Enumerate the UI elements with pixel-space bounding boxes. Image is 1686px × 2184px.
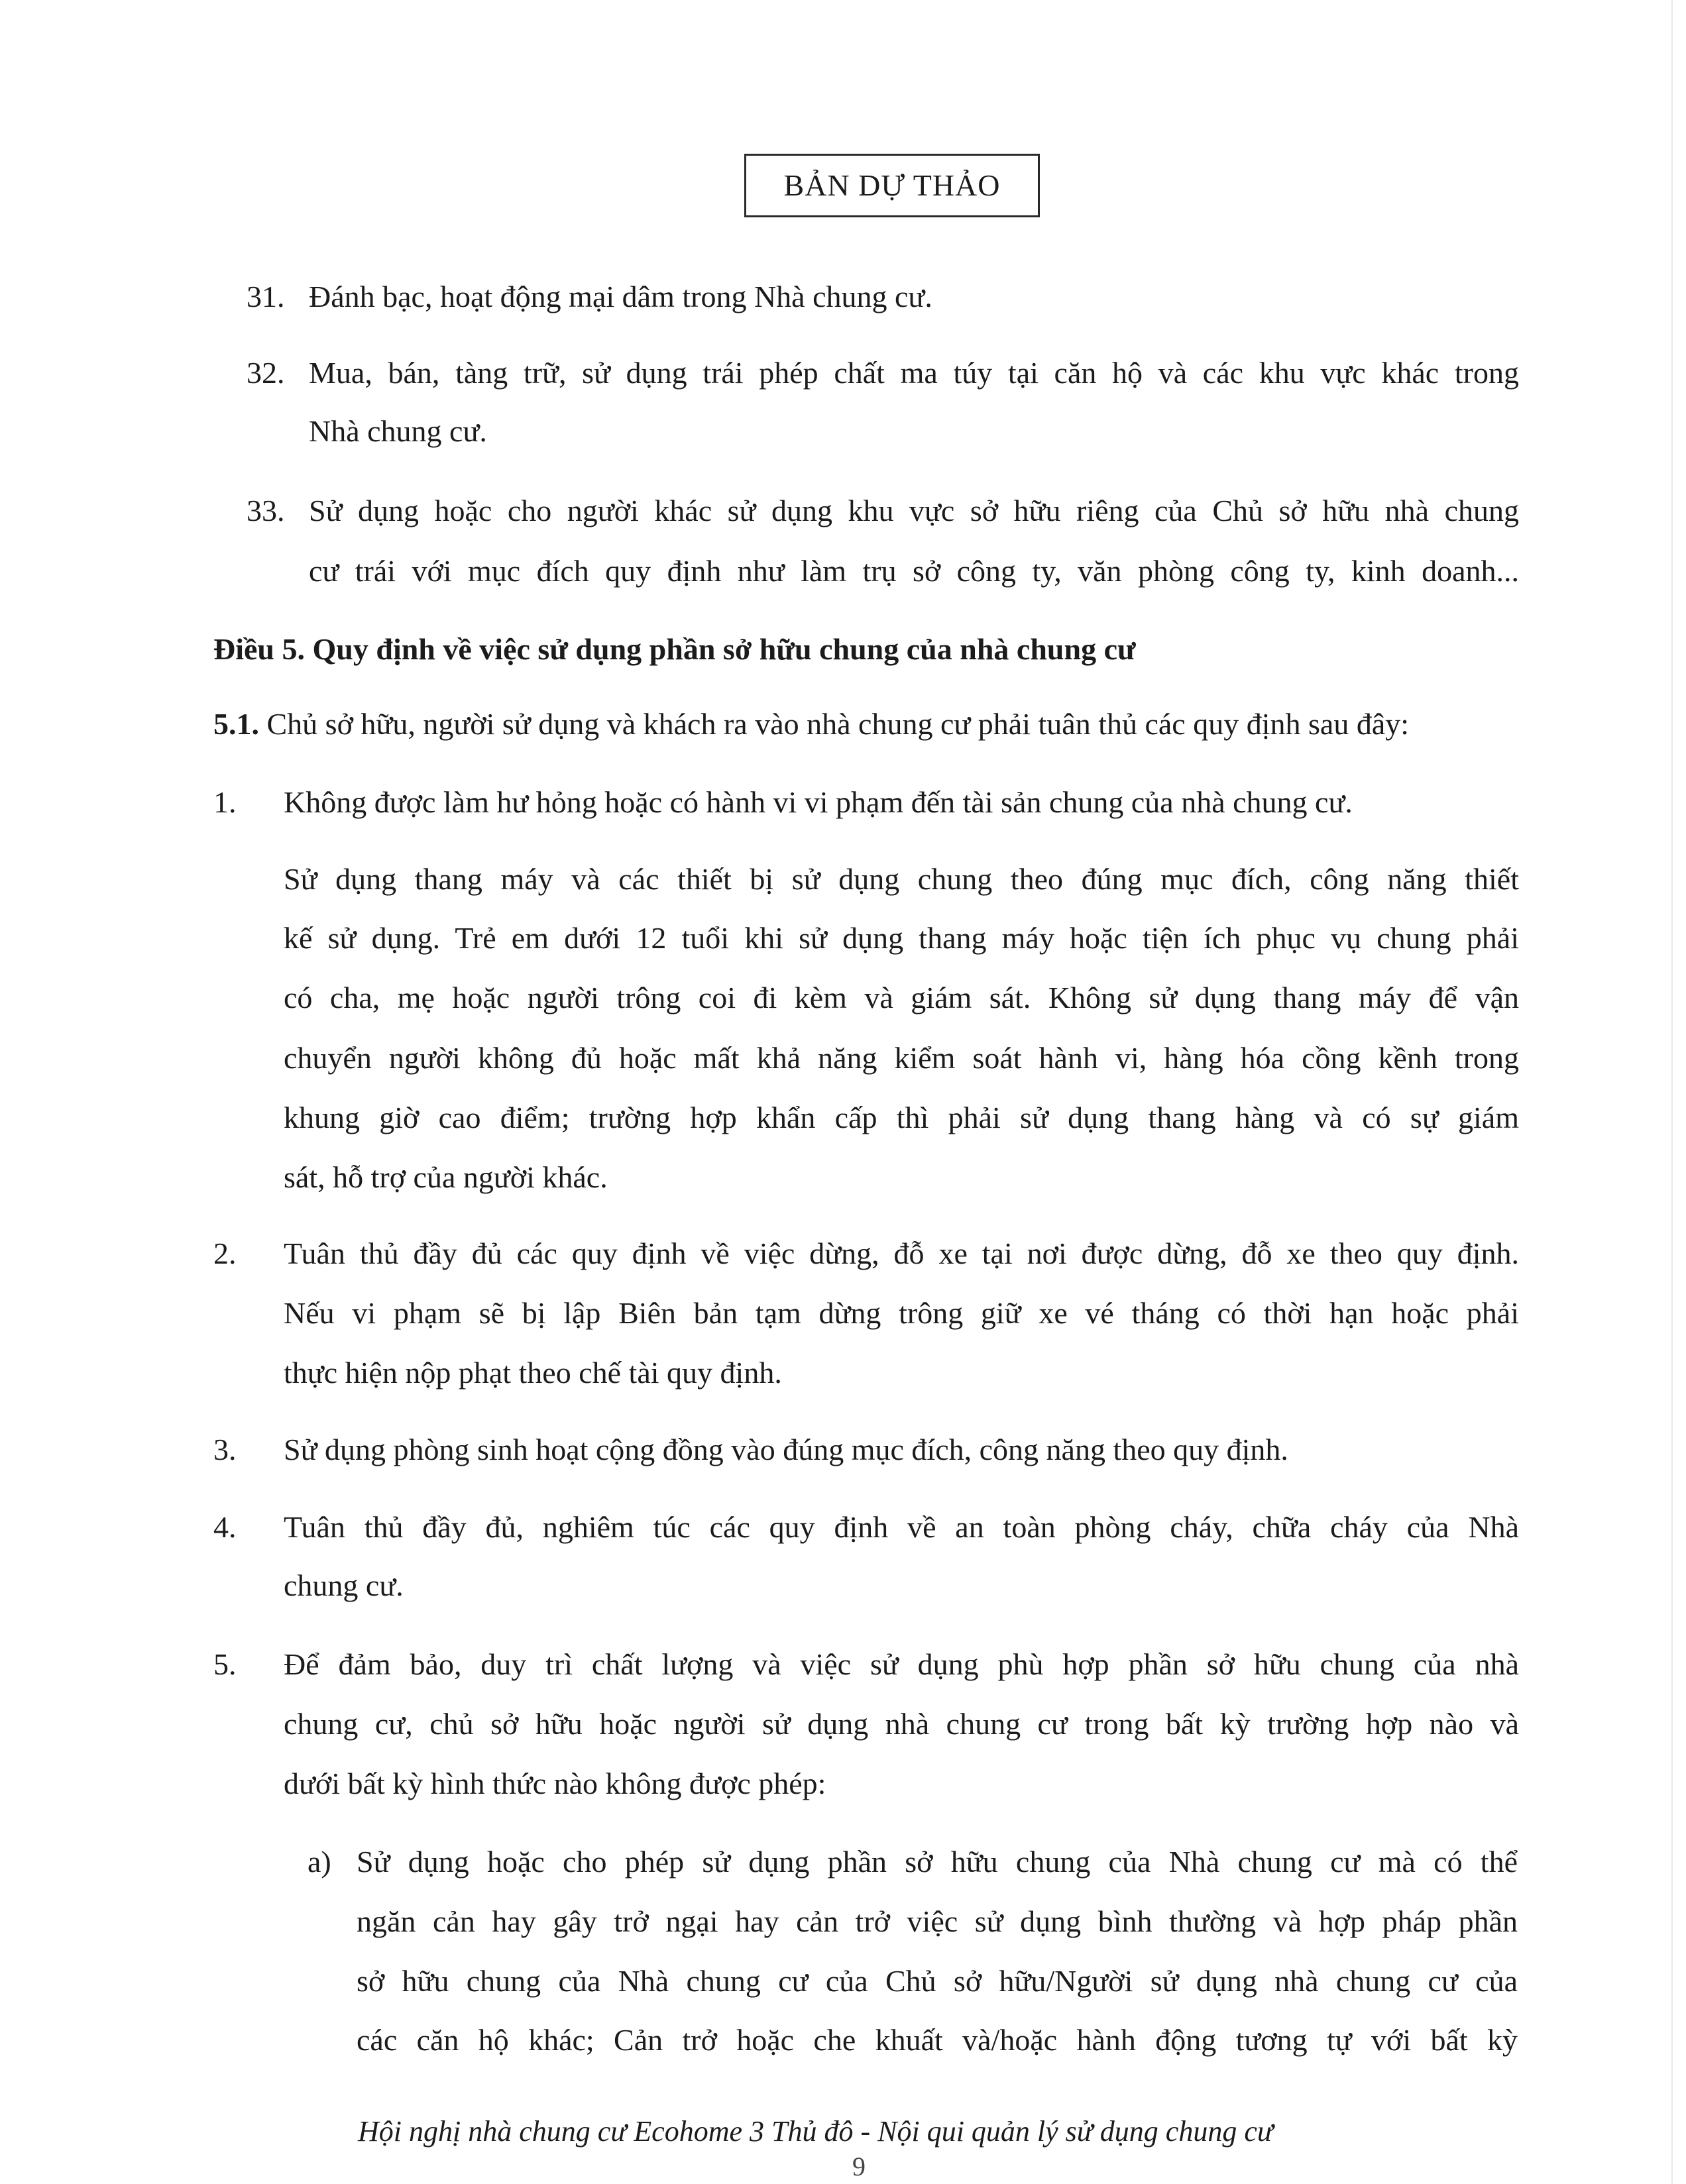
clause-line — [213, 709, 1409, 739]
item-number: 5. — [213, 1647, 237, 1681]
subitem-line: sở hữu chung của Nhà chung cư của Chủ sở hữu/Người sử dụng nhà chung cư của — [357, 1964, 1518, 1998]
item-number: 3. — [213, 1433, 237, 1466]
item-line: cư trái với mục đích quy định như làm trụ sở công ty, văn phòng công ty, kinh doanh... — [309, 554, 1519, 588]
item-line: Tuân thủ đầy đủ, nghiêm túc các quy định về an toàn phòng cháy, chữa cháy của Nhà — [284, 1510, 1519, 1544]
item-line: chung cư, chủ sở hữu hoặc người sử dụng nhà chung cư trong bất kỳ trường hợp nào và — [284, 1707, 1519, 1741]
item-number: 2. — [213, 1236, 237, 1270]
item-line: thực hiện nộp phạt theo chế tài quy định. — [284, 1356, 782, 1390]
item-line: Đánh bạc, hoạt động mại dâm trong Nhà chung cư. — [309, 280, 932, 313]
item-number: 1. — [213, 785, 237, 819]
clause-text: Chủ sở hữu, người sử dụng và khách ra vào nhà chung cư phải tuân thủ các quy định sau đây: — [266, 707, 1410, 741]
clause-number: 5.1. — [213, 707, 259, 741]
page-footer: Hội nghị nhà chung cư Ecohome 3 Thủ đô - Nội qui quản lý sử dụng chung cư — [358, 2115, 1273, 2148]
item-line: chuyển người không đủ hoặc mất khả năng kiểm soát hành vi, hàng hóa cồng kềnh trong — [284, 1041, 1519, 1075]
item-line: Sử dụng phòng sinh hoạt cộng đồng vào đúng mục đích, công năng theo quy định. — [284, 1433, 1288, 1466]
item-line: Sử dụng thang máy và các thiết bị sử dụng chung theo đúng mục đích, công năng thiết — [284, 862, 1519, 896]
item-number: 32. — [247, 356, 285, 390]
item-line: có cha, mẹ hoặc người trông coi đi kèm và giám sát. Không sử dụng thang máy để vận — [284, 981, 1519, 1014]
scan-edge — [1671, 0, 1673, 2184]
draft-stamp: BẢN DỰ THẢO — [744, 154, 1040, 217]
page-number: 9 — [852, 2152, 866, 2181]
subitem-label: a) — [308, 1845, 331, 1879]
subitem-line: Sử dụng hoặc cho phép sử dụng phần sở hữu chung của Nhà chung cư mà có thể — [357, 1845, 1518, 1879]
item-line: Nếu vi phạm sẽ bị lập Biên bản tạm dừng trông giữ xe vé tháng có thời hạn hoặc phải — [284, 1296, 1519, 1330]
subitem-line: các căn hộ khác; Cản trở hoặc che khuất và/hoặc hành động tương tự với bất kỳ — [357, 2023, 1518, 2057]
item-line: kế sử dụng. Trẻ em dưới 12 tuổi khi sử dụng thang máy hoặc tiện ích phục vụ chung phải — [284, 921, 1519, 955]
article-heading: Điều 5. Quy định về việc sử dụng phần sở hữu chung của nhà chung cư — [213, 632, 1136, 666]
item-line: Để đảm bảo, duy trì chất lượng và việc sử dụng phù hợp phần sở hữu chung của nhà — [284, 1647, 1519, 1681]
subitem-line: ngăn cản hay gây trở ngại hay cản trở việc sử dụng bình thường và hợp pháp phần — [357, 1904, 1518, 1938]
item-number: 4. — [213, 1510, 237, 1544]
item-number: 33. — [247, 494, 285, 527]
item-line: sát, hỗ trợ của người khác. — [284, 1160, 608, 1194]
item-number: 31. — [247, 280, 285, 313]
item-line: Nhà chung cư. — [309, 414, 487, 448]
item-line: khung giờ cao điểm; trường hợp khẩn cấp thì phải sử dụng thang hàng và có sự giám — [284, 1101, 1519, 1134]
item-line: dưới bất kỳ hình thức nào không được phép: — [284, 1767, 826, 1800]
item-line: chung cư. — [284, 1568, 404, 1602]
item-line: Mua, bán, tàng trữ, sử dụng trái phép chất ma túy tại căn hộ và các khu vực khác trong — [309, 356, 1519, 390]
item-line: Tuân thủ đầy đủ các quy định về việc dừng, đỗ xe tại nơi được dừng, đỗ xe theo quy định. — [284, 1236, 1519, 1270]
item-line: Sử dụng hoặc cho người khác sử dụng khu vực sở hữu riêng của Chủ sở hữu nhà chung — [309, 494, 1519, 527]
item-line: Không được làm hư hỏng hoặc có hành vi vi phạm đến tài sản chung của nhà chung cư. — [284, 785, 1353, 819]
